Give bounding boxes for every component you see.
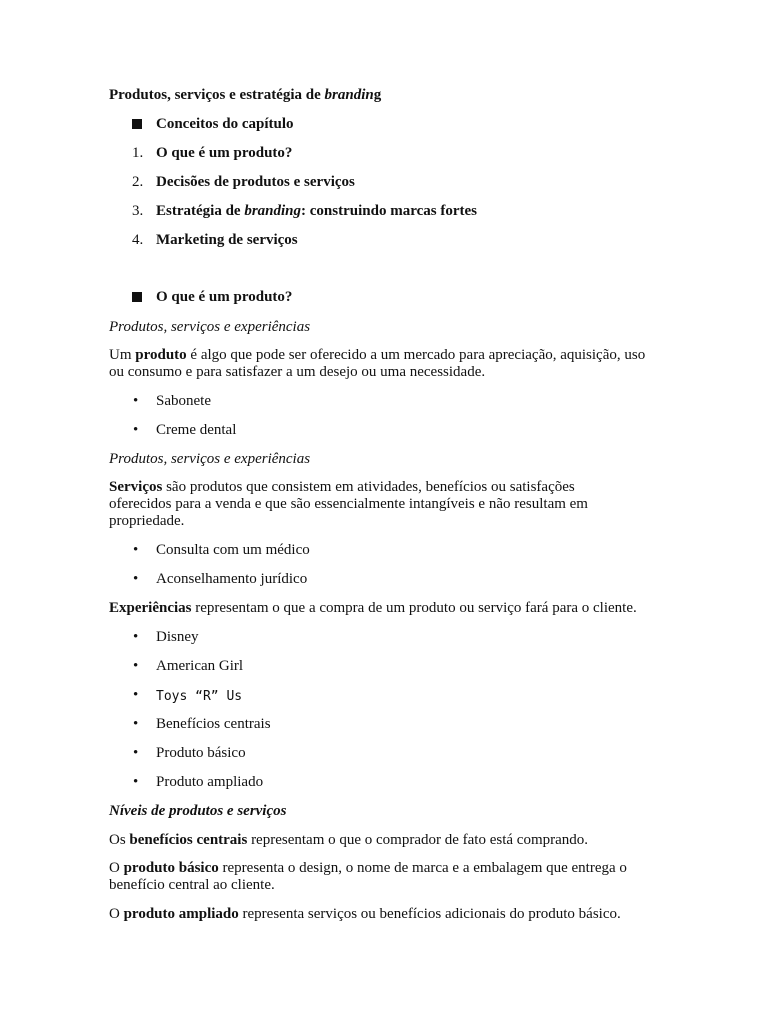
bullet: • xyxy=(133,716,139,732)
bullet: • xyxy=(133,745,139,761)
subheading: Produtos, serviços e experiências xyxy=(109,451,311,467)
paragraph-experiences: Experiências representam o que a compra de um produto ou serviço fará para o cliente. xyxy=(109,600,637,616)
paragraph-basic-product: O produto básico representa o design, o nome de marca e a embalagem que entrega o benefício central ao cliente. xyxy=(109,860,627,893)
title-text-end: g xyxy=(373,87,382,103)
square-bullet-icon xyxy=(132,292,142,302)
title-text: Produtos, serviços e estratégia de xyxy=(109,87,325,103)
bullet: • xyxy=(133,658,139,674)
paragraph-augmented-product: O produto ampliado representa serviços ou benefícios adicionais do produto básico. xyxy=(109,906,621,922)
bullet: • xyxy=(133,542,139,558)
title-italic-text: brandin xyxy=(324,87,374,103)
subheading: Níveis de produtos e serviços xyxy=(109,803,287,819)
bullet: • xyxy=(133,393,139,409)
concept-item: Decisões de produtos e serviços xyxy=(156,174,355,190)
square-bullet-icon xyxy=(132,119,142,129)
list-item: Consulta com um médico xyxy=(156,542,310,558)
list-item: Disney xyxy=(156,629,199,645)
paragraph-core-benefits: Os benefícios centrais representam o que o comprador de fato está comprando. xyxy=(109,832,589,848)
concept-item: O que é um produto? xyxy=(156,145,293,161)
list-item: Sabonete xyxy=(156,393,211,409)
page-title xyxy=(109,87,669,104)
list-item: Produto básico xyxy=(156,745,246,761)
paragraph-product: Um produto é algo que pode ser oferecido a um mercado para apreciação, aquisição, uso ou consumo e para satisfazer a um desejo ou uma necessidade. xyxy=(109,347,646,380)
list-number: 3. xyxy=(132,203,144,219)
list-number: 1. xyxy=(132,145,144,161)
list-item: Aconselhamento jurídico xyxy=(156,571,308,587)
paragraph-services: Serviços são produtos que consistem em atividades, benefícios ou satisfações oferecidos para a venda e que são essencialmente intangíveis e não resultam em propriedade. xyxy=(109,479,588,529)
bullet: • xyxy=(133,629,139,645)
bullet: • xyxy=(133,687,139,703)
bullet: • xyxy=(133,571,139,587)
section-heading: O que é um produto? xyxy=(156,289,293,305)
list-number: 4. xyxy=(132,232,144,248)
list-item: Toys “R” Us xyxy=(156,689,243,704)
bullet: • xyxy=(133,422,139,438)
bullet: • xyxy=(133,774,139,790)
list-item: Produto ampliado xyxy=(156,774,264,790)
concepts-heading: Conceitos do capítulo xyxy=(156,116,294,132)
list-item: Creme dental xyxy=(156,422,237,438)
list-item: American Girl xyxy=(156,658,244,674)
subheading: Produtos, serviços e experiências xyxy=(109,319,311,335)
list-item: Benefícios centrais xyxy=(156,716,271,732)
concept-item: Estratégia de branding: construindo marcas fortes xyxy=(156,203,477,219)
concept-item: Marketing de serviços xyxy=(156,232,298,248)
list-number: 2. xyxy=(132,174,144,190)
